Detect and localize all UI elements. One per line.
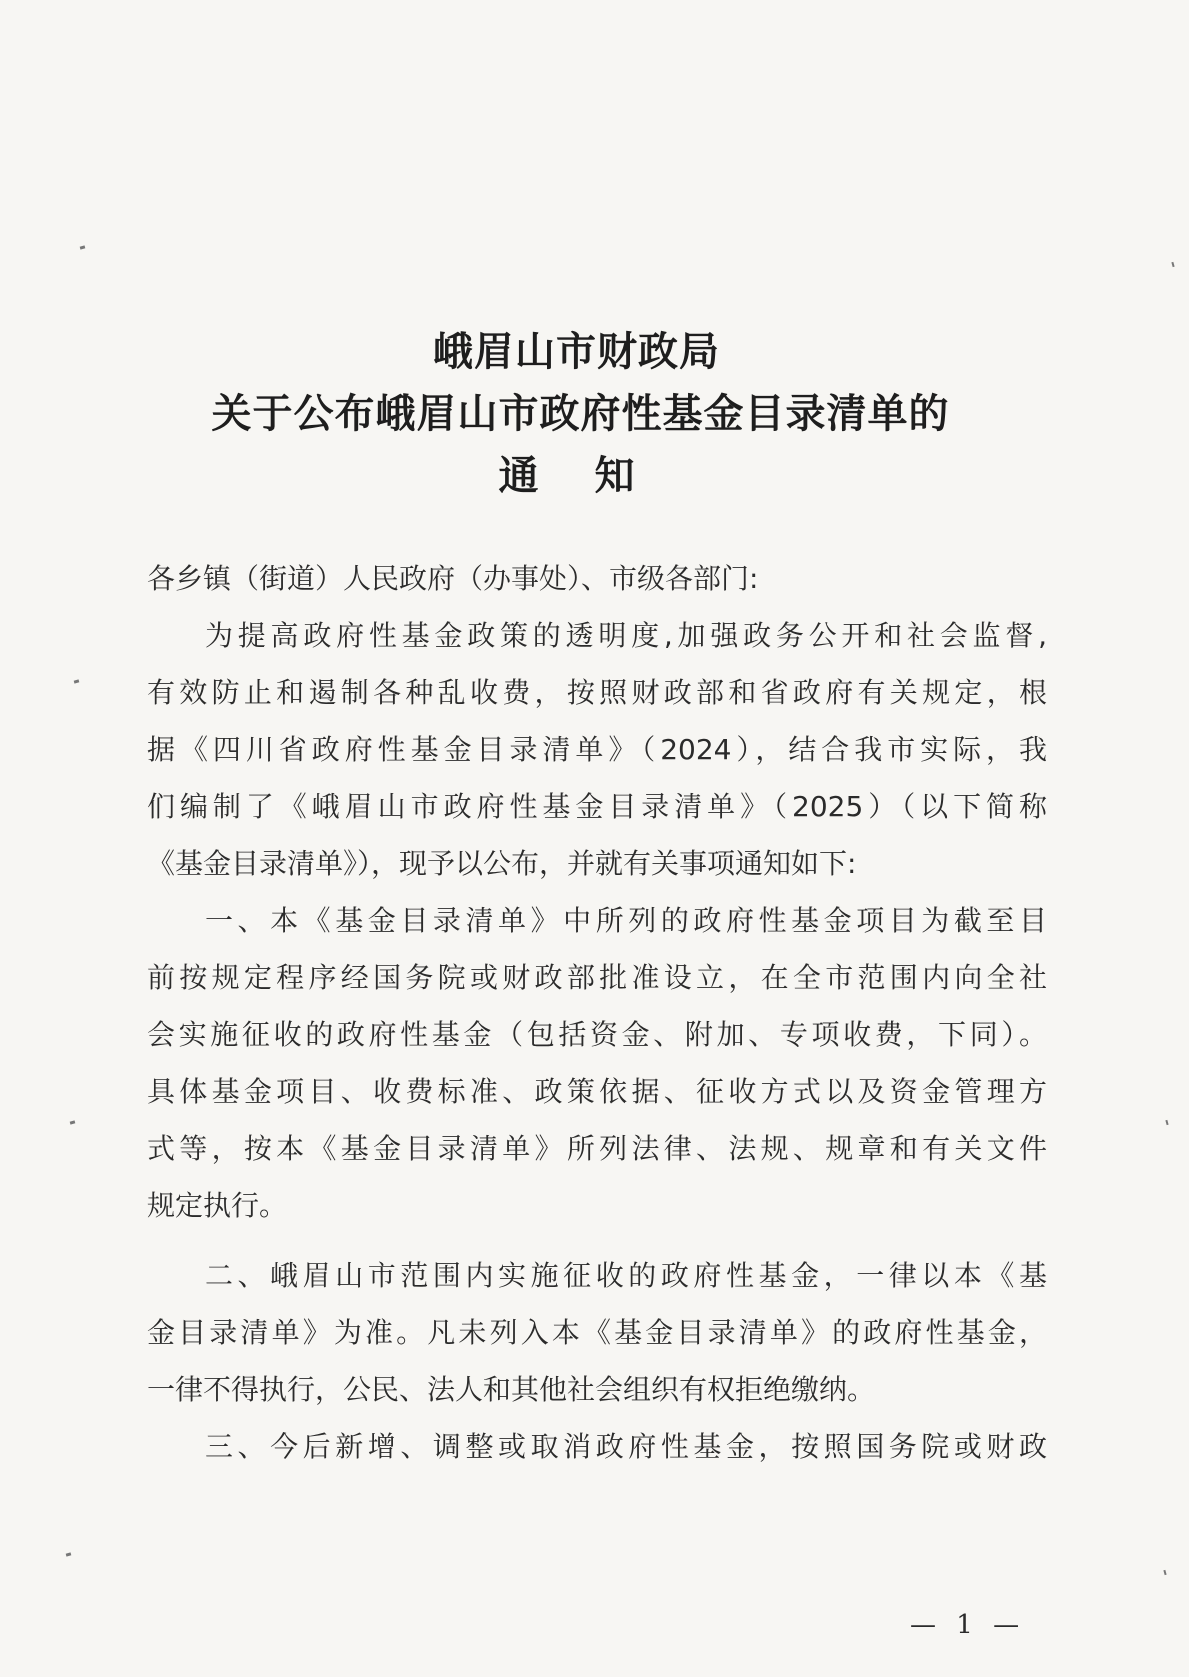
page-number: — 1 —	[910, 1610, 1026, 1640]
scan-mark	[1171, 262, 1174, 267]
body-line: 具体基金项目、收费标准、政策依据、征收方式以及资金管理方	[147, 1075, 1047, 1108]
scan-mark	[1163, 1570, 1166, 1575]
body-line: 式等，按本《基金目录清单》所列法律、法规、规章和有关文件	[147, 1132, 1047, 1165]
document-title-line-1: 峨眉山市财政局	[433, 328, 720, 375]
scan-mark	[70, 1120, 76, 1124]
scan-mark	[66, 1552, 72, 1556]
body-line: 一律不得执行，公民、法人和其他社会组织有权拒绝缴纳。	[147, 1373, 876, 1406]
body-line: 据《四川省政府性基金目录清单》（2024），结合我市实际，我	[147, 733, 1047, 766]
scan-mark	[1165, 1120, 1168, 1125]
body-line: 三、今后新增、调整或取消政府性基金，按照国务院或财政	[205, 1430, 1047, 1463]
scan-mark	[80, 245, 86, 249]
body-line: 金目录清单》为准。凡未列入本《基金目录清单》的政府性基金，	[147, 1316, 1047, 1349]
body-line: 们编制了《峨眉山市政府性基金目录清单》（2025）（以下简称	[147, 790, 1047, 823]
document-title-line-2: 关于公布峨眉山市政府性基金目录清单的	[211, 390, 950, 437]
body-line: 一、本《基金目录清单》中所列的政府性基金项目为截至目	[205, 904, 1047, 937]
body-line: 前按规定程序经国务院或财政部批准设立，在全市范围内向全社	[147, 961, 1047, 994]
body-line: 为提高政府性基金政策的透明度,加强政务公开和社会监督,	[205, 619, 1047, 652]
body-line: 规定执行。	[147, 1189, 288, 1222]
scan-mark	[74, 679, 80, 683]
salutation: 各乡镇（街道）人民政府（办事处）、市级各部门:	[147, 562, 759, 595]
body-line: 有效防止和遏制各种乱收费，按照财政部和省政府有关规定，根	[147, 676, 1047, 709]
body-line: 二、峨眉山市范围内实施征收的政府性基金，一律以本《基	[205, 1259, 1047, 1292]
document-title-line-3: 通知	[498, 452, 691, 499]
body-line: 《基金目录清单》），现予以公布，并就有关事项通知如下:	[147, 847, 857, 880]
body-line: 会实施征收的政府性基金（包括资金、附加、专项收费，下同）。	[147, 1018, 1047, 1051]
